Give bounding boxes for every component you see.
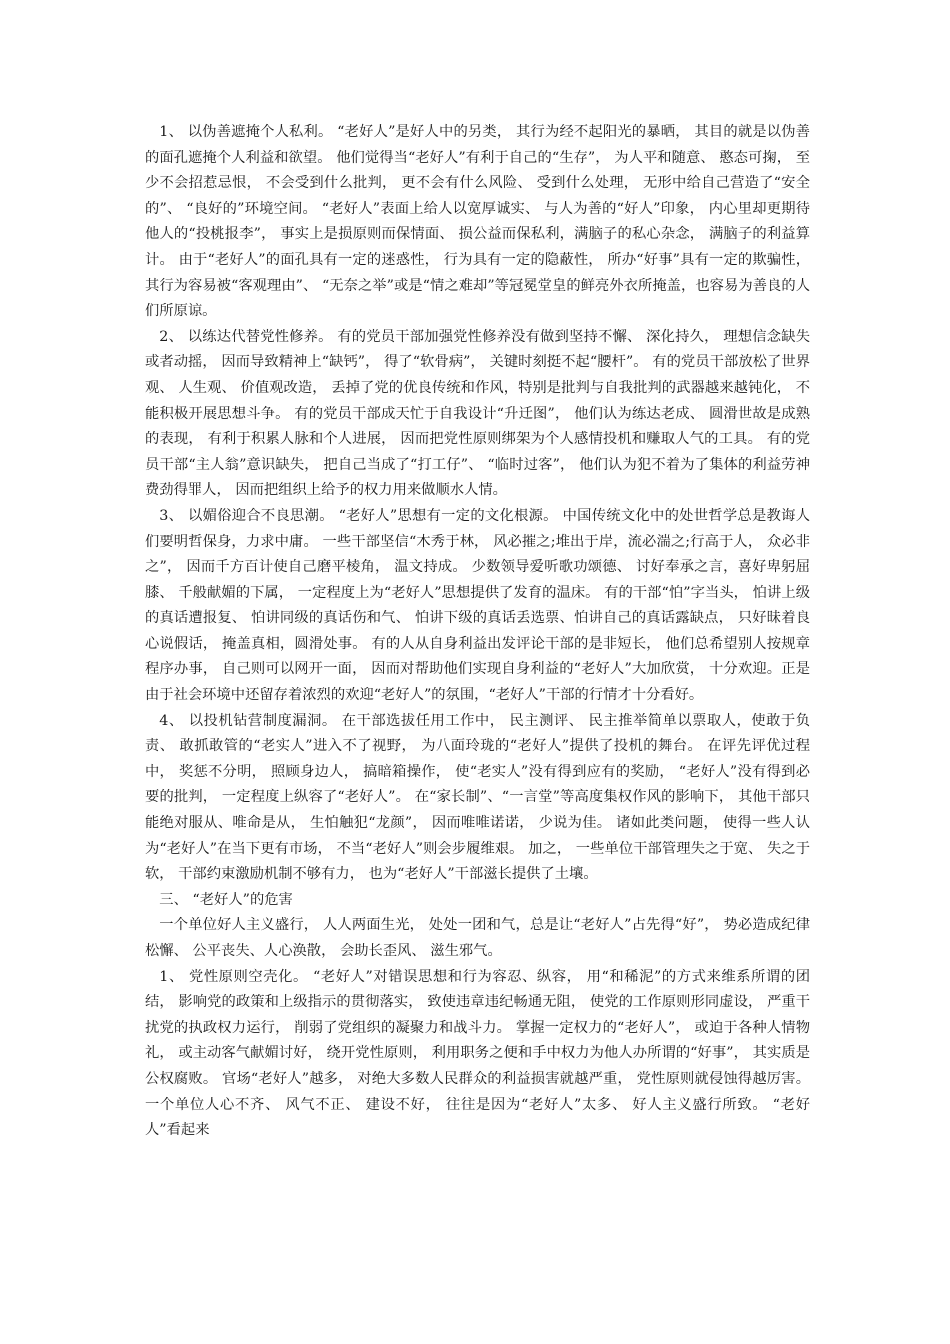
document-page bbox=[145, 120, 810, 1144]
paragraph-5: 一个单位好人主义盛行， 人人两面生光， 处处一团和气，总是让“老好人”占先得“好”， 势必造成纪律松懈、 公平丧失、人心涣散， 会助长歪风、 滋生邪气。 bbox=[145, 917, 810, 959]
paragraph-2: 2、 以练达代替党性修养。 有的党员干部加强党性修养没有做到坚持不懈、 深化持久， 理想信念缺失或者动摇， 因而导致精神上“缺钙”， 得了“软骨病”， 关键时刻挺不起“腰杆”。 有的党员干部放松了世界观、 人生观、 价值观改造， 丢掉了党的优良传统和作风，特别是批判与自我批判的武器越来越钝化， 不能积极开展思想斗争。 有的党员干部成天忙于自我设计“升迁图”， 他们认为练达老成、 圆滑世故是成熟的表现， 有利于积累人脉和个人进展， 因而把党性原则绑架为个人感情投机和赚取人气的工具。 有的党员干部“主人翁”意识缺失， 把自己当成了“打工仔”、 “临时过客”， 他们认为犯不着为了集体的利益劳神费劲得罪人， 因而把组织上给予的权力用来做顺水人情。 bbox=[145, 328, 810, 499]
paragraph-3: 3、 以媚俗迎合不良思潮。 “老好人”思想有一定的文化根源。 中国传统文化中的处世哲学总是教诲人们要明哲保身，力求中庸。 一些干部坚信“木秀于林， 风必摧之;堆出于岸，流必湍之;行高于人， 众必非之”， 因而千方百计使自己磨平棱角， 温文持成。 少数领导爱听歌功颂德、 讨好奉承之言，喜好卑躬屈膝、 千般献媚的下属， 一定程度上为“老好人”思想提供了发育的温床。 有的干部“怕”字当头， 怕讲上级的真话遭报复、 怕讲同级的真话伤和气、 怕讲下级的真话丢选票、怕讲自己的真话露缺点， 只好昧着良心说假话， 掩盖真相，圆滑处事。 有的人从自身利益出发评论干部的是非短长， 他们总希望别人按规章程序办事， 自己则可以网开一面， 因而对帮助他们实现自身利益的“老好人”大加欣赏， 十分欢迎。正是由于社会环境中还留存着浓烈的欢迎“老好人”的氛围，“老好人”干部的行情才十分看好。 bbox=[145, 507, 810, 704]
paragraph-6: 1、 党性原则空壳化。 “老好人”对错误思想和行为容忍、纵容， 用“和稀泥”的方式来维系所谓的团结， 影响党的政策和上级指示的贯彻落实， 致使违章违纪畅通无阻， 使党的工作原则形同虚设， 严重干扰党的执政权力运行， 削弱了党组织的凝聚力和战斗力。 掌握一定权力的“老好人”， 或迫于各种人情物礼， 或主动客气献媚讨好， 绕开党性原则， 利用职务之便和手中权力为他人办所谓的“好事”， 其实质是公权腐败。 官场“老好人”越多， 对绝大多数人民群众的利益损害就越严重， 党性原则就侵蚀得越厉害。 一个单位人心不齐、 风气不正、 建设不好， 往往是因为“老好人”太多、 好人主义盛行所致。 “老好人”看起来 bbox=[145, 968, 810, 1139]
paragraph-4: 4、 以投机钻营制度漏洞。 在干部选拔任用工作中， 民主测评、 民主推举简单以票取人，使敢于负责、 敢抓敢管的“老实人”进入不了视野， 为八面玲珑的“老好人”提供了投机的舞台。 在评先评优过程中， 奖惩不分明， 照顾身边人， 搞暗箱操作， 使“老实人”没有得到应有的奖励， “老好人”没有得到必要的批判， 一定程度上纵容了“老好人”。 在“家长制”、“一言堂”等高度集权作风的影响下， 其他干部只能绝对服从、唯命是从， 生怕触犯“龙颜”， 因而唯唯诺诺， 少说为佳。 诸如此类问题， 使得一些人认为“老好人”在当下更有市场， 不当“老好人”则会步履维艰。 加之， 一些单位干部管理失之于宽、 失之于软， 干部约束激励机制不够有力， 也为“老好人”干部滋长提供了土壤。 bbox=[145, 712, 810, 883]
paragraph-1: 1、 以伪善遮掩个人私利。 “老好人”是好人中的另类， 其行为经不起阳光的暴晒， 其目的就是以伪善的面孔遮掩个人利益和欲望。 他们觉得当“老好人”有利于自己的“生存”， 为人平和随意、 憨态可掬， 至少不会招惹忌恨， 不会受到什么批判， 更不会有什么风险、 受到什么处理， 无形中给自己营造了“安全的”、 “良好的”环境空间。 “老好人”表面上给人以宽厚诚实、 与人为善的“好人”印象， 内心里却更期待他人的“投桃报李”， 事实上是损原则而保情面、 损公益而保私利，满脑子的私心杂念， 满脑子的利益算计。 由于“老好人”的面孔具有一定的迷惑性， 行为具有一定的隐蔽性， 所办“好事”具有一定的欺骗性， 其行为容易被“客观理由”、 “无奈之举”或是“情之难却”等冠冕堂皇的鲜亮外衣所掩盖，也容易为善良的人们所原谅。 bbox=[145, 124, 810, 320]
section-heading: 三、 “老好人”的危害 bbox=[159, 891, 293, 908]
